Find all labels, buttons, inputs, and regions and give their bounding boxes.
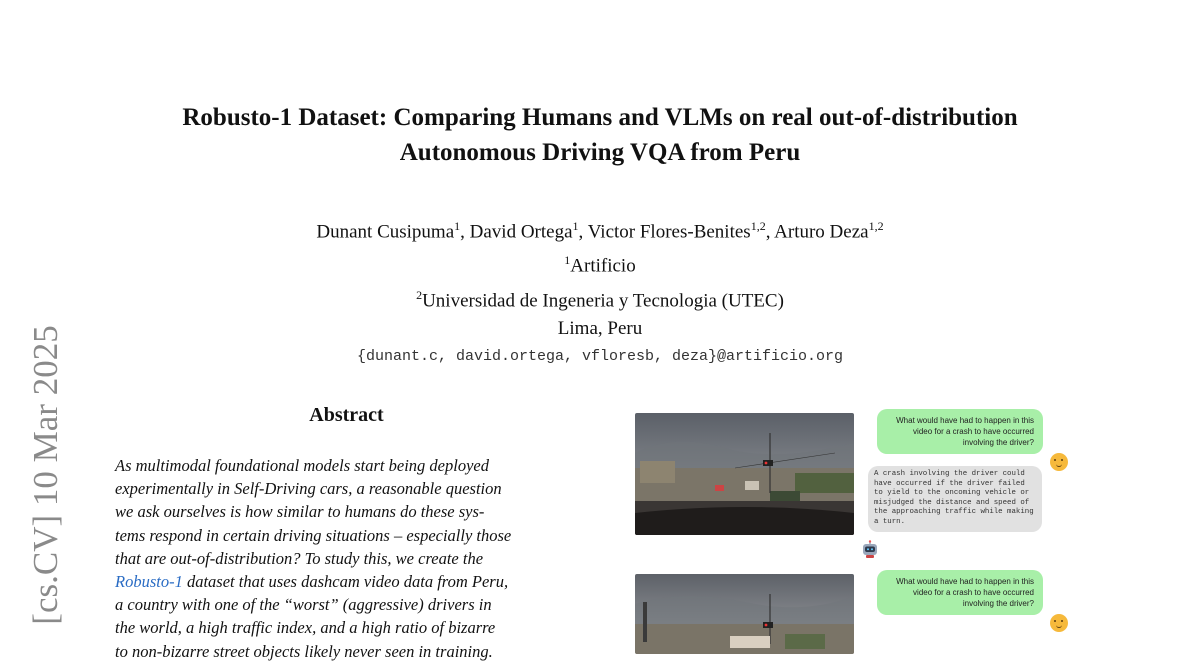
abstract-line: that are out-of-distribution? To study this, we create the bbox=[115, 548, 484, 568]
arxiv-stamp-text: [cs.CV] 10 Mar 2025 bbox=[26, 325, 65, 625]
abstract-line: a country with one of the “worst” (aggressive) drivers in bbox=[115, 595, 492, 615]
author-name: David Ortega bbox=[469, 221, 573, 243]
abstract-line: we ask ourselves is how similar to humans do these sys- bbox=[115, 502, 485, 522]
affiliation-text: Artificio bbox=[570, 255, 636, 277]
title-line-2: Autonomous Driving VQA from Peru bbox=[399, 139, 801, 166]
author-name: Arturo Deza bbox=[774, 221, 869, 243]
location: Lima, Peru bbox=[557, 317, 643, 339]
question-bubble-2: What would have had to happen in this video for a crash to have occurred involving the driver? bbox=[877, 570, 1043, 615]
question-bubble-1: What would have had to happen in this video for a crash to have occurred involving the driver? bbox=[877, 409, 1043, 454]
abstract-line: experimentally in Self-Driving cars, a reasonable question bbox=[115, 479, 502, 499]
abstract-line-text: dataset that uses dashcam video data from Peru, bbox=[186, 572, 509, 592]
abstract-line: tems respond in certain driving situations – especially those bbox=[115, 525, 512, 545]
affiliation-number: 1 bbox=[564, 253, 571, 268]
abstract-heading: Abstract bbox=[309, 404, 384, 426]
dashcam-scene-image bbox=[635, 413, 854, 535]
author-name: Dunant Cusipuma bbox=[316, 221, 455, 243]
abstract-line: to non-bizarre street objects likely never seen in training. bbox=[115, 641, 493, 661]
paper-title bbox=[100, 100, 1100, 170]
robot-icon bbox=[861, 540, 879, 558]
affiliation-number: 2 bbox=[416, 287, 423, 302]
dashcam-scene-image bbox=[635, 574, 854, 654]
author-affiliation: 1 bbox=[572, 219, 579, 233]
person-face-icon bbox=[1050, 453, 1068, 471]
person-face-icon bbox=[1050, 614, 1068, 632]
affiliation-2 bbox=[100, 281, 1100, 315]
author-affiliation: 1 bbox=[454, 219, 461, 233]
arxiv-stamp bbox=[6, 300, 86, 650]
abstract-body bbox=[115, 454, 578, 663]
author-affiliation: 1,2 bbox=[868, 219, 884, 233]
abstract-line: As multimodal foundational models start being deployed bbox=[115, 456, 489, 475]
dashcam-frame-2 bbox=[635, 574, 854, 654]
dataset-link[interactable]: Robusto-1 bbox=[115, 572, 183, 592]
author-name: Victor Flores-Benites bbox=[587, 221, 751, 243]
abstract-line: the world, a high traffic index, and a high ratio of bizarre bbox=[115, 618, 496, 638]
author-block bbox=[100, 212, 1100, 371]
title-line-1: Robusto-1 Dataset: Comparing Humans and VLMs on real out-of-distribution bbox=[182, 104, 1018, 131]
answer-bubble-1: A crash involving the driver could have occurred if the driver failed to yield to the oncoming vehicle or misjudged the distance and speed of the approaching traffic while making a turn. bbox=[868, 466, 1042, 532]
author-affiliation: 1,2 bbox=[750, 219, 766, 233]
affiliation-1 bbox=[100, 246, 1100, 280]
author-emails[interactable]: {dunant.c, david.ortega, vfloresb, deza}@artificio.org bbox=[356, 347, 844, 365]
dashcam-frame-1 bbox=[635, 413, 854, 535]
affiliation-text: Universidad de Ingeneria y Tecnologia (UTEC) bbox=[422, 289, 784, 311]
abstract-line bbox=[115, 570, 578, 593]
author-names: Dunant Cusipuma$^1$, David Ortega$^1$, Victor Flores-Benites$^{1,2}$, Arturo Deza$^{1,2}$ bbox=[316, 219, 884, 243]
